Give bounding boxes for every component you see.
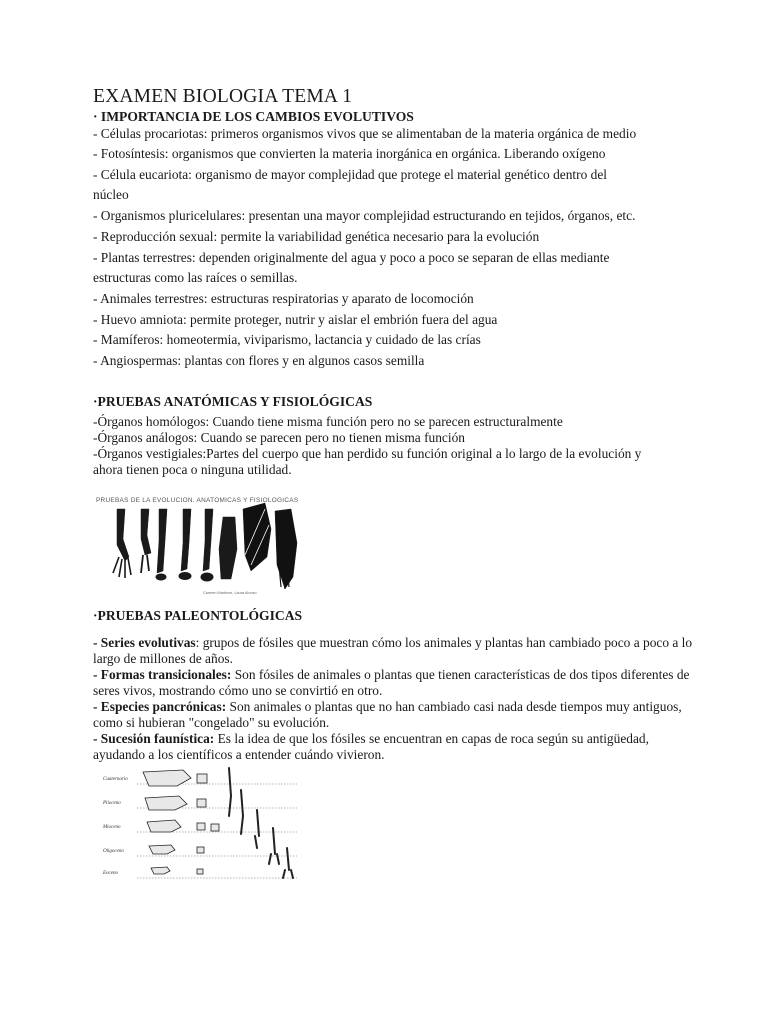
era-label: Cuaternario: [103, 777, 128, 782]
list-item: estructuras como las raíces o semillas.: [93, 270, 298, 285]
list-item: -Órganos vestigiales:Partes del cuerpo que han perdido su función original a lo largo de la evolución y: [93, 446, 642, 461]
list-item: -Órganos homólogos: Cuando tiene misma función pero no se parecen estructuralmente: [93, 414, 563, 429]
list-item: - Reproducción sexual: permite la variabilidad genética necesario para la evolución: [93, 229, 540, 244]
definition-formas-transicionales: [93, 667, 693, 699]
section-heading-paleontologicas: ·PRUEBAS PALEONTOLÓGICAS: [93, 608, 303, 623]
section-heading-anatomicas: ·PRUEBAS ANATÓMICAS Y FISIOLÓGICAS: [93, 394, 373, 409]
list-item: ahora tienen poca o ninguna utilidad.: [93, 462, 292, 477]
list-item: - Angiospermas: plantas con flores y en algunos casos semilla: [93, 353, 425, 368]
horse-evolution-figure: [97, 766, 297, 884]
term: - Series evolutivas: [93, 635, 196, 650]
list-item: núcleo: [93, 187, 129, 202]
list-item: - Organismos pluricelulares: presentan una mayor complejidad estructurando en tejidos, órganos, etc.: [93, 208, 636, 223]
term: - Especies pancrónicas:: [93, 699, 227, 714]
list-item: - Plantas terrestres: dependen originalmente del agua y poco a poco se separan de ellas mediante: [93, 250, 610, 265]
era-label: Mioceno: [103, 825, 121, 830]
term: - Sucesión faunística:: [93, 731, 215, 746]
era-label: Oligoceno: [103, 849, 124, 854]
figure-caption: PRUEBAS DE LA EVOLUCION. ANATOMICAS Y FISIOLOGICAS: [96, 497, 299, 504]
list-item: - Célula eucariota: organismo de mayor complejidad que protege el material genético dentro del: [93, 167, 607, 182]
definition-text: Son fósiles de animales o plantas que tienen características de dos tipos diferentes de seres vivos, mostrando cómo uno se convirtió en otro.: [93, 667, 690, 698]
list-item: -Órganos análogos: Cuando se parecen pero no tienen misma función: [93, 430, 465, 445]
page-title: EXAMEN BIOLOGIA TEMA 1: [93, 86, 353, 107]
section-heading-cambios: · IMPORTANCIA DE LOS CAMBIOS EVOLUTIVOS: [93, 109, 414, 124]
definition-series-evolutivas: [93, 635, 693, 667]
figure-credit: Carmen Martínez, Laura Alonso: [203, 591, 257, 595]
term: - Formas transicionales:: [93, 667, 232, 682]
era-label: Plioceno: [103, 801, 121, 806]
definition-especies-pancronicas: [93, 699, 693, 731]
list-item: - Fotosíntesis: organismos que convierten la materia inorgánica en orgánica. Liberando oxígeno: [93, 146, 606, 161]
list-item: - Animales terrestres: estructuras respiratorias y aparato de locomoción: [93, 291, 474, 306]
definition-text: Son animales o plantas que no han cambiado casi nada desde tiempos muy antiguos, como si hubieran "congelado" su evolución.: [93, 699, 682, 730]
definition-sucesion-faunistica: [93, 731, 693, 763]
list-item: - Mamíferos: homeotermia, viviparismo, lactancia y cuidado de las crías: [93, 332, 481, 347]
definition-text: Es la idea de que los fósiles se encuentran en capas de roca según su antigüedad, ayudando a los científicos a entender cuándo vivieron.: [93, 731, 649, 762]
era-label: Eoceno: [103, 871, 118, 876]
list-item: - Huevo amniota: permite proteger, nutrir y aislar el embrión fuera del agua: [93, 312, 498, 327]
definition-text: : grupos de fósiles que muestran cómo los animales y plantas han cambiado poco a poco a lo largo de millones de años.: [93, 635, 693, 666]
homologous-limbs-figure: [95, 495, 321, 597]
list-item: - Células procariotas: primeros organismos vivos que se alimentaban de la materia orgánica de medio: [93, 126, 637, 141]
